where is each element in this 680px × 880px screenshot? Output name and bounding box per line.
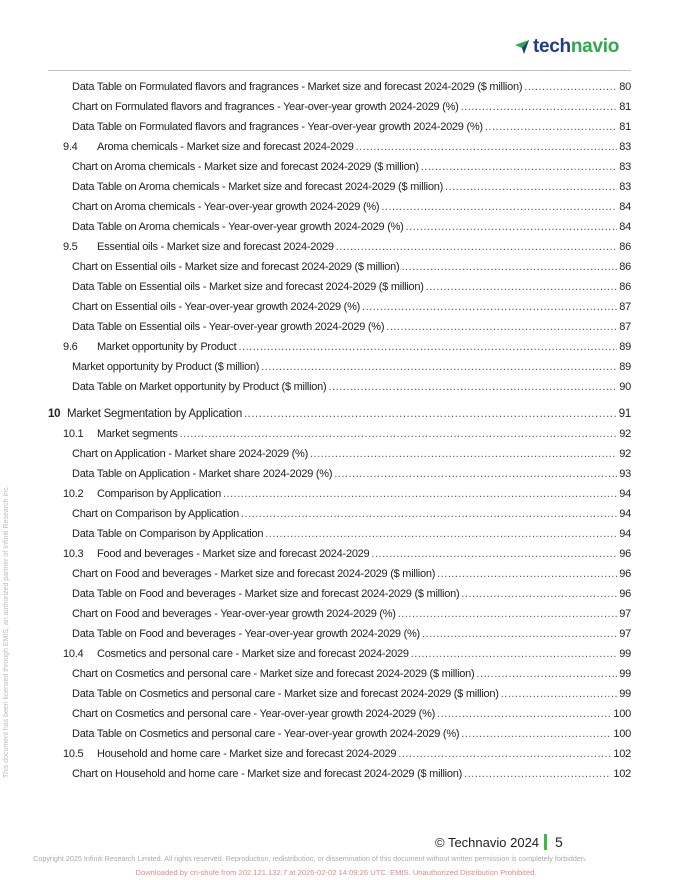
toc-page-number: 91 [618,408,631,420]
footer-brand: © Technavio 2024 [435,834,540,850]
toc-page-number: 93 [619,468,631,480]
dot-leader [426,277,618,297]
toc-entry[interactable] [48,724,631,744]
toc-page-number: 84 [619,221,631,233]
toc-title: Data Table on Comparison by Application [72,528,264,540]
logo-text-navio: navio [570,36,619,57]
toc-page-number: 96 [619,548,631,560]
dot-leader [265,524,617,544]
toc-page-number: 86 [619,261,631,273]
toc-section[interactable] [48,744,631,764]
dot-leader [223,484,617,504]
copyright-notice: Copyright 2025 Infiniti Research Limited. All rights reserved. Reproduction, redistribution, or dissemination of this document without written permission is completely forbidden. [33,854,587,863]
toc-title: Data Table on Food and beverages - Market size and forecast 2024-2029 ($ million) [72,588,460,600]
dot-leader [180,424,618,444]
dot-leader [371,544,617,564]
dot-leader [401,257,617,277]
toc-page-number: 87 [619,321,631,333]
toc-entry[interactable] [48,317,631,337]
dot-leader [328,377,617,397]
toc-page-number: 100 [613,728,631,740]
header-divider [48,70,631,71]
toc-title: Chart on Cosmetics and personal care - Year-over-year growth 2024-2029 (%) [72,708,436,720]
side-watermark: This document has been licensed through EMIS, an authorized partner of Infiniti Research Inc. [3,485,10,778]
toc-number: 10.2 [63,488,84,500]
dot-leader [406,217,618,237]
dot-leader [461,584,617,604]
toc-section[interactable] [48,424,631,444]
toc-entry[interactable] [48,504,631,524]
toc-title: Chart on Aroma chemicals - Market size and forecast 2024-2029 ($ million) [72,161,419,173]
download-notice: Downloaded by cn-shufe from 202.121.132.7 at 2026-02-02 14:09:26 UTC. EMIS. Unauthorized Distribution Prohibited. [135,868,537,877]
toc-title: Data Table on Aroma chemicals - Market size and forecast 2024-2029 ($ million) [72,181,443,193]
toc-entry[interactable] [48,444,631,464]
dot-leader [437,564,617,584]
dot-leader [362,297,617,317]
toc-page-number: 81 [619,101,631,113]
toc-number: 10.1 [63,428,84,440]
toc-page-number: 83 [619,141,631,153]
toc-page-number: 89 [619,361,631,373]
toc-title: Data Table on Formulated flavors and fragrances - Year-over-year growth 2024-2029 (%) [72,121,483,133]
dot-leader [464,764,611,784]
toc-page-number: 102 [613,748,631,760]
toc-section[interactable] [48,237,631,257]
toc-title: Chart on Essential oils - Year-over-year growth 2024-2029 (%) [72,301,361,313]
toc-page-number: 86 [619,241,631,253]
toc-entry[interactable] [48,704,631,724]
footer-divider [544,834,547,850]
toc-number: 10 [48,408,61,420]
toc-entry[interactable] [48,257,631,277]
toc-title: Chart on Formulated flavors and fragrances - Year-over-year growth 2024-2029 (%) [72,101,459,113]
dot-leader [381,197,617,217]
toc-number: 9.4 [63,141,78,153]
toc-title: Data Table on Market opportunity by Product ($ million) [72,381,327,393]
dot-leader [485,117,617,137]
toc-section[interactable] [48,544,631,564]
dot-leader [422,624,617,644]
toc-page-number: 92 [619,448,631,460]
logo-arrow-icon [514,39,530,55]
toc-page-number: 87 [619,301,631,313]
toc-title: Chart on Essential oils - Market size and forecast 2024-2029 ($ million) [72,261,400,273]
dot-leader [476,664,617,684]
toc-title: Essential oils - Market size and forecast 2024-2029 [97,241,334,253]
toc-title: Data Table on Food and beverages - Year-over-year growth 2024-2029 (%) [72,628,420,640]
toc-entry[interactable] [48,77,631,97]
toc-title: Comparison by Application [97,488,221,500]
toc-title: Data Table on Application - Market share 2024-2029 (%) [72,468,333,480]
toc-number: 10.5 [63,748,84,760]
toc-number: 10.3 [63,548,84,560]
toc-title: Aroma chemicals - Market size and forecast 2024-2029 [97,141,354,153]
toc-chapter[interactable] [48,404,631,424]
toc-page-number: 99 [619,648,631,660]
toc-entry[interactable] [48,377,631,397]
toc-page-number: 89 [619,341,631,353]
toc-number: 9.5 [63,241,78,253]
toc-entry[interactable] [48,464,631,484]
toc-title: Chart on Household and home care - Market size and forecast 2024-2029 ($ million) [72,768,463,780]
dot-leader [421,157,618,177]
logo-text-tech: tech [533,36,571,57]
toc-page-number: 97 [619,628,631,640]
toc-title: Market opportunity by Product ($ million) [72,361,260,373]
toc-title: Market Segmentation by Application [67,408,242,420]
page-footer [435,834,563,850]
dot-leader [239,337,618,357]
toc-title: Food and beverages - Market size and forecast 2024-2029 [97,548,370,560]
toc-page-number: 94 [619,488,631,500]
toc-page-number: 92 [619,428,631,440]
toc-page-number: 84 [619,201,631,213]
toc-title: Chart on Aroma chemicals - Year-over-year growth 2024-2029 (%) [72,201,380,213]
toc-page-number: 99 [619,688,631,700]
toc-entry[interactable] [48,357,631,377]
toc-number: 9.6 [63,341,78,353]
dot-leader [398,744,611,764]
toc-title: Data Table on Essential oils - Market size and forecast 2024-2029 ($ million) [72,281,424,293]
toc-section[interactable] [48,644,631,664]
dot-leader [437,704,611,724]
toc-title: Chart on Cosmetics and personal care - Market size and forecast 2024-2029 ($ million) [72,668,475,680]
toc-entry[interactable] [48,97,631,117]
dot-leader [336,237,618,257]
toc-page-number: 83 [619,181,631,193]
toc-entry[interactable] [48,524,631,544]
dot-leader [501,684,618,704]
dot-leader [461,97,618,117]
toc-page-number: 86 [619,281,631,293]
technavio-logo [514,36,619,58]
toc-entry[interactable] [48,684,631,704]
toc-entry[interactable] [48,604,631,624]
dot-leader [461,724,611,744]
toc-entry[interactable] [48,664,631,684]
toc-entry[interactable] [48,624,631,644]
toc-title: Chart on Application - Market share 2024-2029 (%) [72,448,308,460]
toc-page-number: 83 [619,161,631,173]
toc-section[interactable] [48,337,631,357]
toc-entry[interactable] [48,297,631,317]
toc-entry[interactable] [48,197,631,217]
dot-leader [411,644,618,664]
dot-leader [398,604,618,624]
toc-title: Chart on Comparison by Application [72,508,239,520]
toc-page-number: 90 [619,381,631,393]
toc-page-number: 99 [619,668,631,680]
toc-page-number: 94 [619,508,631,520]
toc-entry[interactable] [48,117,631,137]
toc-entry[interactable] [48,177,631,197]
dot-leader [261,357,617,377]
dot-leader [310,444,617,464]
dot-leader [386,317,617,337]
table-of-contents [48,77,631,784]
toc-title: Data Table on Essential oils - Year-over-year growth 2024-2029 (%) [72,321,385,333]
toc-title: Data Table on Aroma chemicals - Year-over-year growth 2024-2029 (%) [72,221,404,233]
dot-leader [334,464,617,484]
dot-leader [244,404,617,424]
dot-leader [445,177,617,197]
toc-entry[interactable] [48,157,631,177]
toc-entry[interactable] [48,217,631,237]
toc-page-number: 81 [619,121,631,133]
toc-title: Data Table on Cosmetics and personal care - Market size and forecast 2024-2029 ($ million) [72,688,499,700]
toc-section[interactable] [48,137,631,157]
toc-title: Chart on Food and beverages - Year-over-year growth 2024-2029 (%) [72,608,396,620]
toc-page-number: 96 [619,568,631,580]
toc-entry[interactable] [48,584,631,604]
toc-section[interactable] [48,484,631,504]
toc-title: Cosmetics and personal care - Market size and forecast 2024-2029 [97,648,409,660]
toc-number: 10.4 [63,648,84,660]
toc-title: Market segments [97,428,178,440]
toc-title: Household and home care - Market size and forecast 2024-2029 [97,748,397,760]
toc-page-number: 102 [613,768,631,780]
toc-title: Data Table on Formulated flavors and fragrances - Market size and forecast 2024-2029 ($ million) [72,81,523,93]
page-number: 5 [555,834,563,850]
toc-entry[interactable] [48,277,631,297]
dot-leader [524,77,617,97]
toc-page-number: 94 [619,528,631,540]
toc-page-number: 80 [619,81,631,93]
toc-entry[interactable] [48,764,631,784]
toc-title: Market opportunity by Product [97,341,237,353]
toc-page-number: 97 [619,608,631,620]
toc-entry[interactable] [48,564,631,584]
toc-title: Chart on Food and beverages - Market size and forecast 2024-2029 ($ million) [72,568,436,580]
dot-leader [241,504,617,524]
dot-leader [356,137,618,157]
toc-title: Data Table on Cosmetics and personal care - Year-over-year growth 2024-2029 (%) [72,728,460,740]
toc-page-number: 100 [613,708,631,720]
toc-page-number: 96 [619,588,631,600]
